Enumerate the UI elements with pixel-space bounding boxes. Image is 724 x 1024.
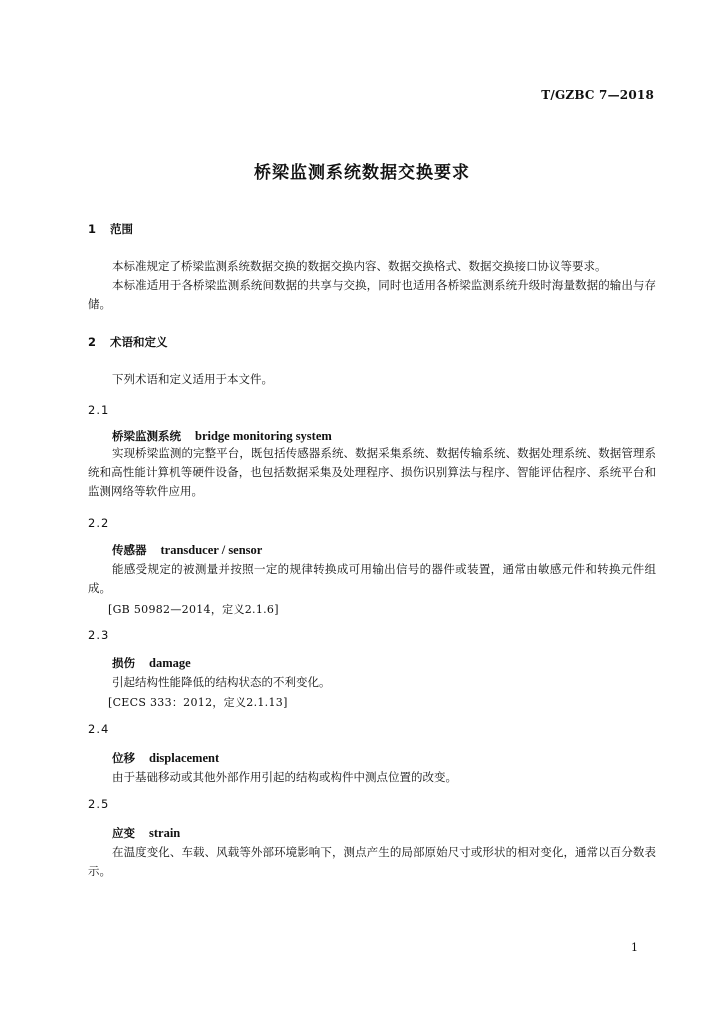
term-chinese: 应变 (112, 826, 135, 840)
term-title (112, 428, 332, 444)
section-heading-scope (88, 221, 133, 237)
term-english: displacement (149, 751, 220, 765)
clause-number: 2.4 (88, 722, 110, 736)
term-chinese: 位移 (112, 751, 135, 765)
term-definition: 由于基础移动或其他外部作用引起的结构或构件中测点位置的改变。 (112, 770, 457, 784)
term-source: [GB 50982—2014，定义2.1.6] (108, 603, 279, 616)
clause-number: 2.5 (88, 797, 110, 811)
term-english: transducer / sensor (160, 543, 263, 557)
term-title (112, 542, 262, 558)
term-source: [CECS 333：2012，定义2.1.13] (108, 696, 288, 709)
standard-code: T/GZBC 7—2018 (541, 88, 654, 102)
terms-intro: 下列术语和定义适用于本文件。 (112, 372, 273, 386)
scope-paragraph-1: 本标准规定了桥梁监测系统数据交换的数据交换内容、数据交换格式、数据交换接口协议等要求。 (112, 259, 607, 273)
clause-number: 2.3 (88, 628, 110, 642)
term-chinese: 传感器 (112, 543, 147, 557)
section-title: 范围 (110, 222, 134, 236)
term-english: strain (149, 826, 181, 840)
term-definition: 实现桥梁监测的完整平台，既包括传感器系统、数据采集系统、数据传输系统、数据处理系统、数据管理系统和高性能计算机等硬件设备，也包括数据采集及处理程序、损伤识别算法与程序、智能评估程序、系统平台和监测网络等软件应用。 (88, 446, 656, 498)
section-number: 2 (88, 335, 97, 349)
term-title (112, 655, 191, 671)
page-title: 桥梁监测系统数据交换要求 (254, 163, 470, 183)
section-heading-terms (88, 334, 168, 350)
term-english: bridge monitoring system (195, 429, 332, 443)
clause-number: 2.1 (88, 403, 110, 417)
term-english: damage (149, 656, 191, 670)
clause-number: 2.2 (88, 516, 110, 530)
page-number: 1 (631, 941, 638, 954)
term-chinese: 损伤 (112, 656, 135, 670)
section-title: 术语和定义 (110, 335, 168, 349)
section-number: 1 (88, 222, 97, 236)
term-title (112, 750, 219, 766)
term-definition: 在温度变化、车载、风载等外部环境影响下，测点产生的局部原始尺寸或形状的相对变化，通常以百分数表示。 (88, 845, 656, 878)
term-title (112, 825, 180, 841)
scope-paragraph-2: 本标准适用于各桥梁监测系统间数据的共享与交换，同时也适用各桥梁监测系统升级时海量数据的输出与存储。 (88, 278, 656, 311)
term-chinese: 桥梁监测系统 (112, 429, 181, 443)
term-definition: 引起结构性能降低的结构状态的不利变化。 (112, 675, 331, 689)
term-definition: 能感受规定的被测量并按照一定的规律转换成可用输出信号的器件或装置，通常由敏感元件和转换元件组成。 (88, 562, 656, 595)
